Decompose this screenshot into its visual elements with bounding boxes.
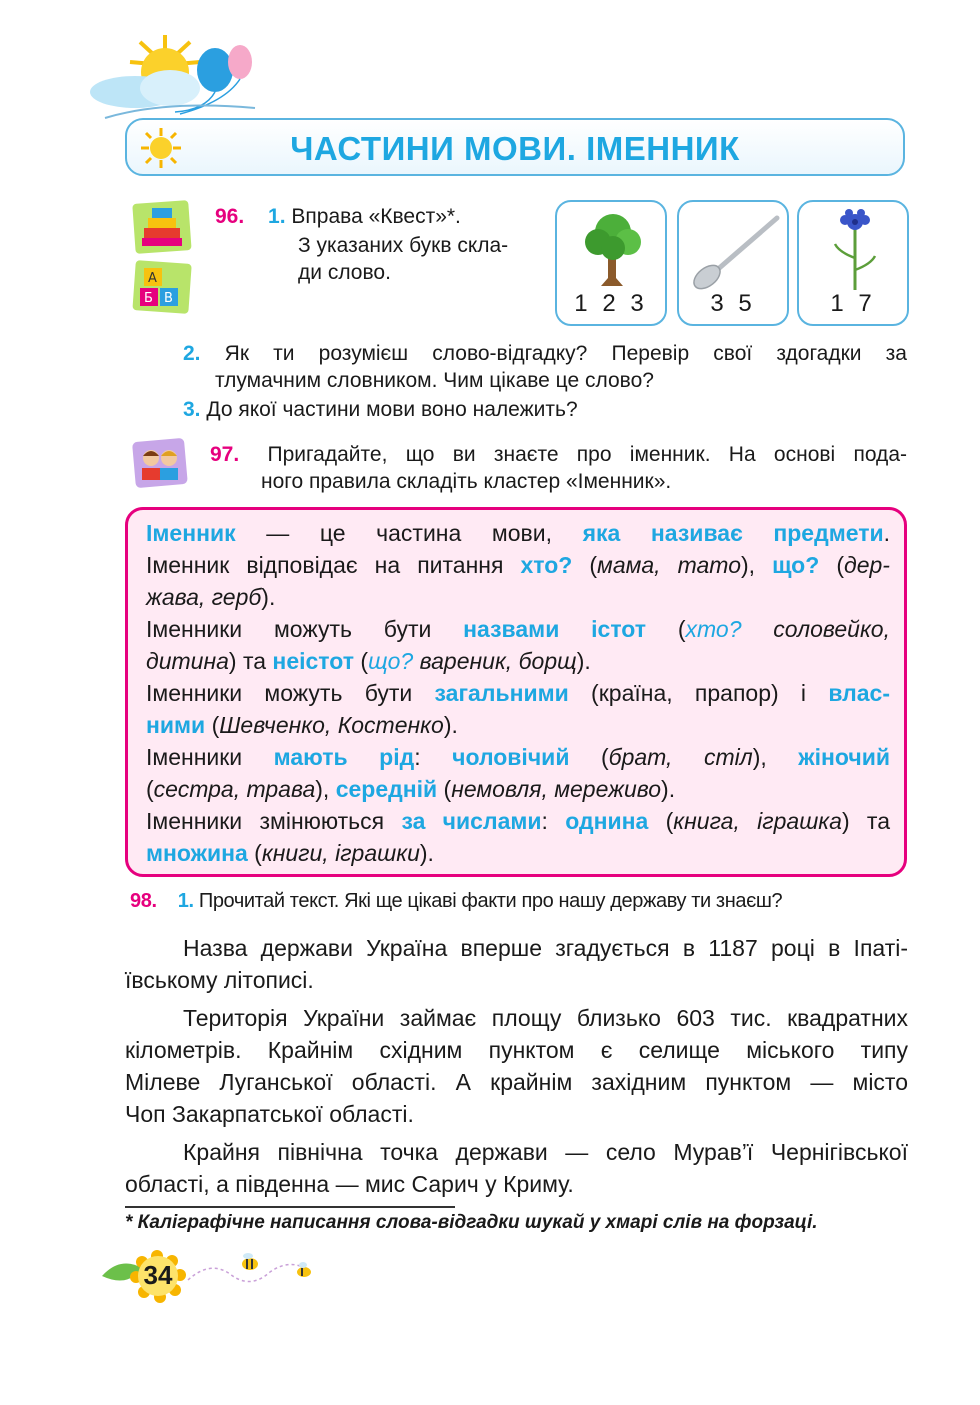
svg-text:А: А (148, 271, 157, 286)
rule-text: ( (646, 616, 686, 642)
example: книги, іграшки (261, 840, 420, 866)
exercise-number: 96. (215, 205, 245, 228)
cornflower-icon (829, 208, 881, 292)
rule-text: ( (819, 552, 844, 578)
rule-line (146, 774, 890, 805)
term: ними (146, 712, 206, 738)
page-number-decoration (100, 1250, 320, 1310)
rule-text: — це частина мови, (235, 520, 583, 546)
example: книга, іграшка (673, 808, 842, 834)
rule-line (146, 614, 890, 645)
rule-text: : (414, 744, 453, 770)
task-number: 2. (183, 342, 201, 365)
rule-text: Іменники змінюються (146, 808, 402, 834)
leaf-flower-bees-icon (100, 1250, 320, 1310)
task-text: ного правила складіть кластер «Іменник». (261, 470, 672, 493)
rule-text: ( (572, 552, 598, 578)
task-text: Вправа «Квест»*. (291, 205, 461, 228)
rule-line (146, 582, 890, 613)
question: що? (368, 648, 414, 674)
quest-card-tree (555, 200, 667, 326)
paragraph-line: Чоп Закарпатської області. (125, 1101, 414, 1127)
letter-blocks-icon (132, 258, 192, 314)
rule-text: Іменники (146, 744, 274, 770)
rule-text: ( (569, 744, 609, 770)
rule-text: ( (354, 648, 369, 674)
paragraph-line: Територія України займає площу близько 603 тис. квадратних (183, 1005, 908, 1031)
task-text: тлумачним словником. Чим цікаве це слово? (215, 369, 654, 392)
term: середній (335, 776, 438, 802)
rule-box (125, 507, 907, 877)
ex97-line1 (210, 441, 907, 468)
term: чоловічий (452, 744, 570, 770)
ex98-task (130, 890, 782, 913)
task-text: З указаних букв скла- (298, 234, 509, 257)
rule-text: ( (205, 712, 220, 738)
rule-line (146, 550, 890, 581)
paragraph-line: області, а південна — мис Сарич у Криму. (125, 1171, 574, 1197)
task-text: До якої частини мови воно належить? (206, 398, 578, 421)
quest-card-spoon (677, 200, 789, 326)
paragraph-line: Назва держави Україна вперше згадується в 1187 році в Іпаті- (183, 935, 908, 961)
paragraph-line: ївському літописі. (125, 967, 314, 993)
letter-positions: 3 5 (710, 290, 756, 317)
question: хто? (685, 616, 742, 642)
title-banner (125, 118, 905, 176)
task-2-line1 (183, 340, 907, 367)
rule-text: ( (146, 776, 154, 802)
example: вареник, борщ (413, 648, 577, 674)
task-number: 3. (183, 398, 201, 421)
page-number: 34 (143, 1260, 173, 1290)
rule-text: . (883, 520, 890, 546)
rule-text: ). (661, 776, 676, 802)
pyramid-toy-icon (132, 198, 192, 254)
page-number-holder (138, 1250, 178, 1302)
task-text: Як ти розумієш слово-відгадку? Перевір свої здогадки за (224, 342, 907, 365)
letter-positions: 1 7 (830, 290, 876, 317)
rule-text: ( (247, 840, 262, 866)
paragraph-line: кілометрів. Крайнім східним пунктом є селище міського типу (125, 1037, 908, 1063)
term: множина (146, 840, 248, 866)
example: немовля, мереживо (451, 776, 662, 802)
letter-positions: 1 2 3 (574, 290, 648, 317)
term: назвами істот (463, 616, 647, 642)
ex96-line1 (215, 203, 461, 230)
example: дер- (843, 552, 890, 578)
rule-line (146, 646, 890, 677)
rule-text: ( (648, 808, 674, 834)
rule-text: ). (419, 840, 434, 866)
footnote-divider (125, 1206, 455, 1208)
example: дитина (146, 648, 229, 674)
rule-text: ), (752, 744, 799, 770)
example: Шевченко, Костенко (219, 712, 444, 738)
exercise-number: 98. (130, 890, 157, 912)
rule-text: ). (443, 712, 458, 738)
rule-line (146, 678, 890, 709)
example: брат, стіл (608, 744, 753, 770)
term: Іменник (146, 520, 236, 546)
paragraph-line: Мілеве Луганської області. А крайнім західним пунктом — місто (125, 1069, 908, 1095)
rule-text: ). (261, 584, 276, 610)
term: мають рід (273, 744, 415, 770)
term: за числами (401, 808, 542, 834)
footnote: * Каліграфічне написання слова-відгадки шукай у хмарі слів на форзаці. (125, 1212, 818, 1233)
task-text: Прочитай текст. Які ще цікаві факти про нашу державу ти знаєш? (198, 890, 783, 912)
task-text: ди слово. (298, 261, 391, 284)
rule-text: ) та (228, 648, 273, 674)
rule-line (146, 742, 890, 773)
term: жіночий (798, 744, 890, 770)
rule-line (146, 838, 890, 869)
term: влас- (828, 680, 891, 706)
page-title: ЧАСТИНИ МОВИ. ІМЕННИК (290, 130, 740, 167)
rule-text: ). (576, 648, 591, 674)
rule-text: (країна, прапор) і (568, 680, 829, 706)
rule-text: ) та (841, 808, 890, 834)
term: що? (772, 552, 820, 578)
spoon-icon (687, 212, 783, 290)
svg-text:В: В (164, 291, 173, 306)
task-text: Пригадайте, що ви знаєте про іменник. На основі пода- (267, 443, 907, 466)
example: мама, тато (597, 552, 741, 578)
sun-clouds-balloons-decoration (85, 30, 285, 125)
rule-text: : (541, 808, 566, 834)
term: загальними (434, 680, 569, 706)
rule-text: Іменник відповідає на питання (146, 552, 521, 578)
quest-card-cornflower (797, 200, 909, 326)
term: хто? (520, 552, 573, 578)
task-3-line1 (183, 396, 578, 423)
rule-text: Іменники можуть бути (146, 616, 464, 642)
svg-text:Б: Б (144, 291, 153, 306)
rule-line (146, 806, 890, 837)
rule-line (146, 518, 890, 549)
task-number: 1. (177, 890, 194, 912)
exercise-number: 97. (210, 443, 240, 466)
example: жава, герб (146, 584, 262, 610)
rule-text: ( (437, 776, 452, 802)
rule-text: Іменники можуть бути (146, 680, 435, 706)
term: неістот (272, 648, 354, 674)
paragraph-line: Крайня північна точка держави — село Мурав’ї Чернігівської (183, 1139, 908, 1165)
term: однина (565, 808, 649, 834)
children-reading-icon (132, 436, 188, 490)
term: яка називає предмети (582, 520, 884, 546)
example: сестра, трава (153, 776, 316, 802)
task-number: 1. (268, 205, 286, 228)
rule-text: ), (315, 776, 336, 802)
rule-line (146, 710, 890, 741)
tree-icon (583, 208, 643, 290)
rule-text: ), (740, 552, 773, 578)
example: соловейко, (741, 616, 890, 642)
